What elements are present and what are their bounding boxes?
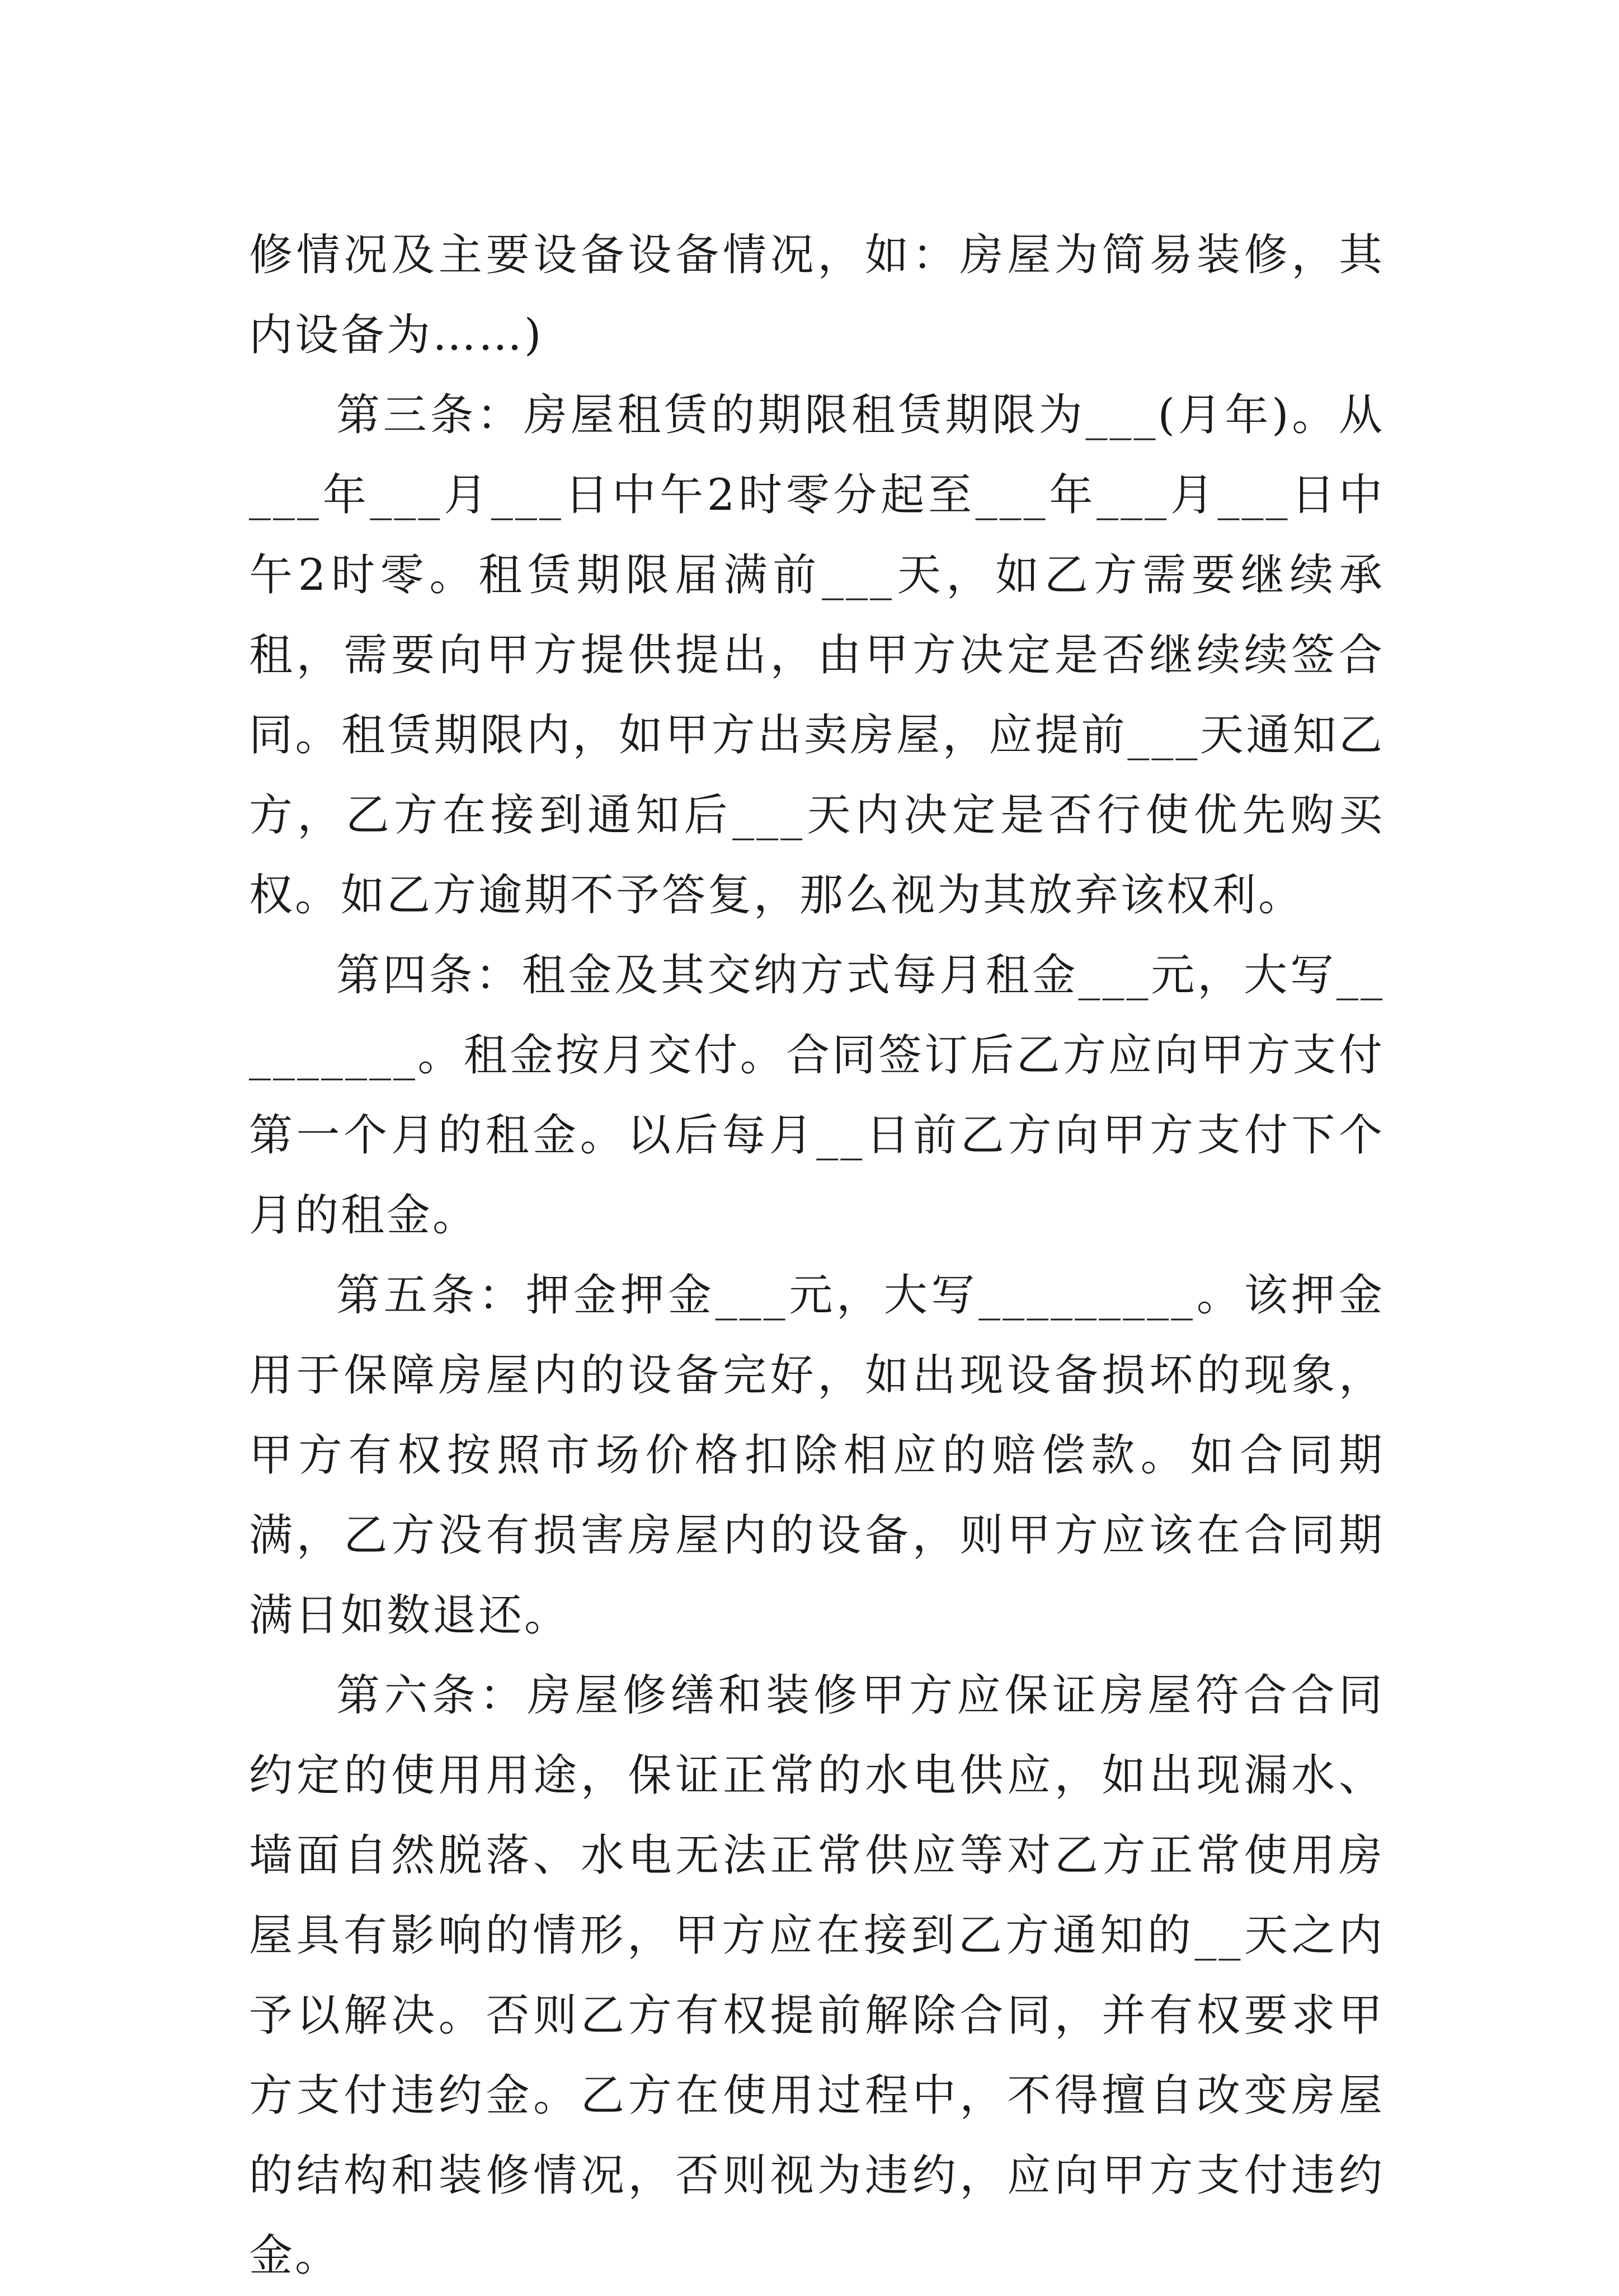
paragraph-article-4-rent: 第四条：租金及其交纳方式每月租金___元，大写_________。租金按月交付。合同签订后乙方应向甲方支付第一个月的租金。以后每月__日前乙方向甲方支付下个月的租金。	[249, 950, 1385, 1241]
paragraph-continuation: 修情况及主要设备设备情况，如：房屋为简易装修，其内设备为……)	[249, 230, 1385, 360]
paragraph-article-5-deposit: 第五条：押金押金___元，大写_________。该押金用于保障房屋内的设备完好，如出现设备损坏的现象，甲方有权按照市场价格扣除相应的赔偿款。如合同期满，乙方没有损害房屋内的设备，则甲方应该在合同期满日如数退还。	[249, 1270, 1385, 1641]
document-body	[249, 215, 1385, 2296]
paragraph-article-3-lease-term: 第三条：房屋租赁的期限租赁期限为___(月年)。从___年___月___日中午2时零分起至___年___月___日中午2时零。租赁期限届满前___天，如乙方需要继续承租，需要向甲方提供提出，由甲方决定是否继续续签合同。租赁期限内，如甲方出卖房屋，应提前___天通知乙方，乙方在接到通知后___天内决定是否行使优先购买权。如乙方逾期不予答复，那么视为其放弃该权利。	[249, 390, 1385, 921]
paragraph-article-6-repairs: 第六条：房屋修缮和装修甲方应保证房屋符合合同约定的使用用途，保证正常的水电供应，如出现漏水、墙面自然脱落、水电无法正常供应等对乙方正常使用房屋具有影响的情形，甲方应在接到乙方通知的__天之内予以解决。否则乙方有权提前解除合同，并有权要求甲方支付违约金。乙方在使用过程中，不得擅自改变房屋的结构和装修情况，否则视为违约，应向甲方支付违约金。	[249, 1670, 1385, 2281]
